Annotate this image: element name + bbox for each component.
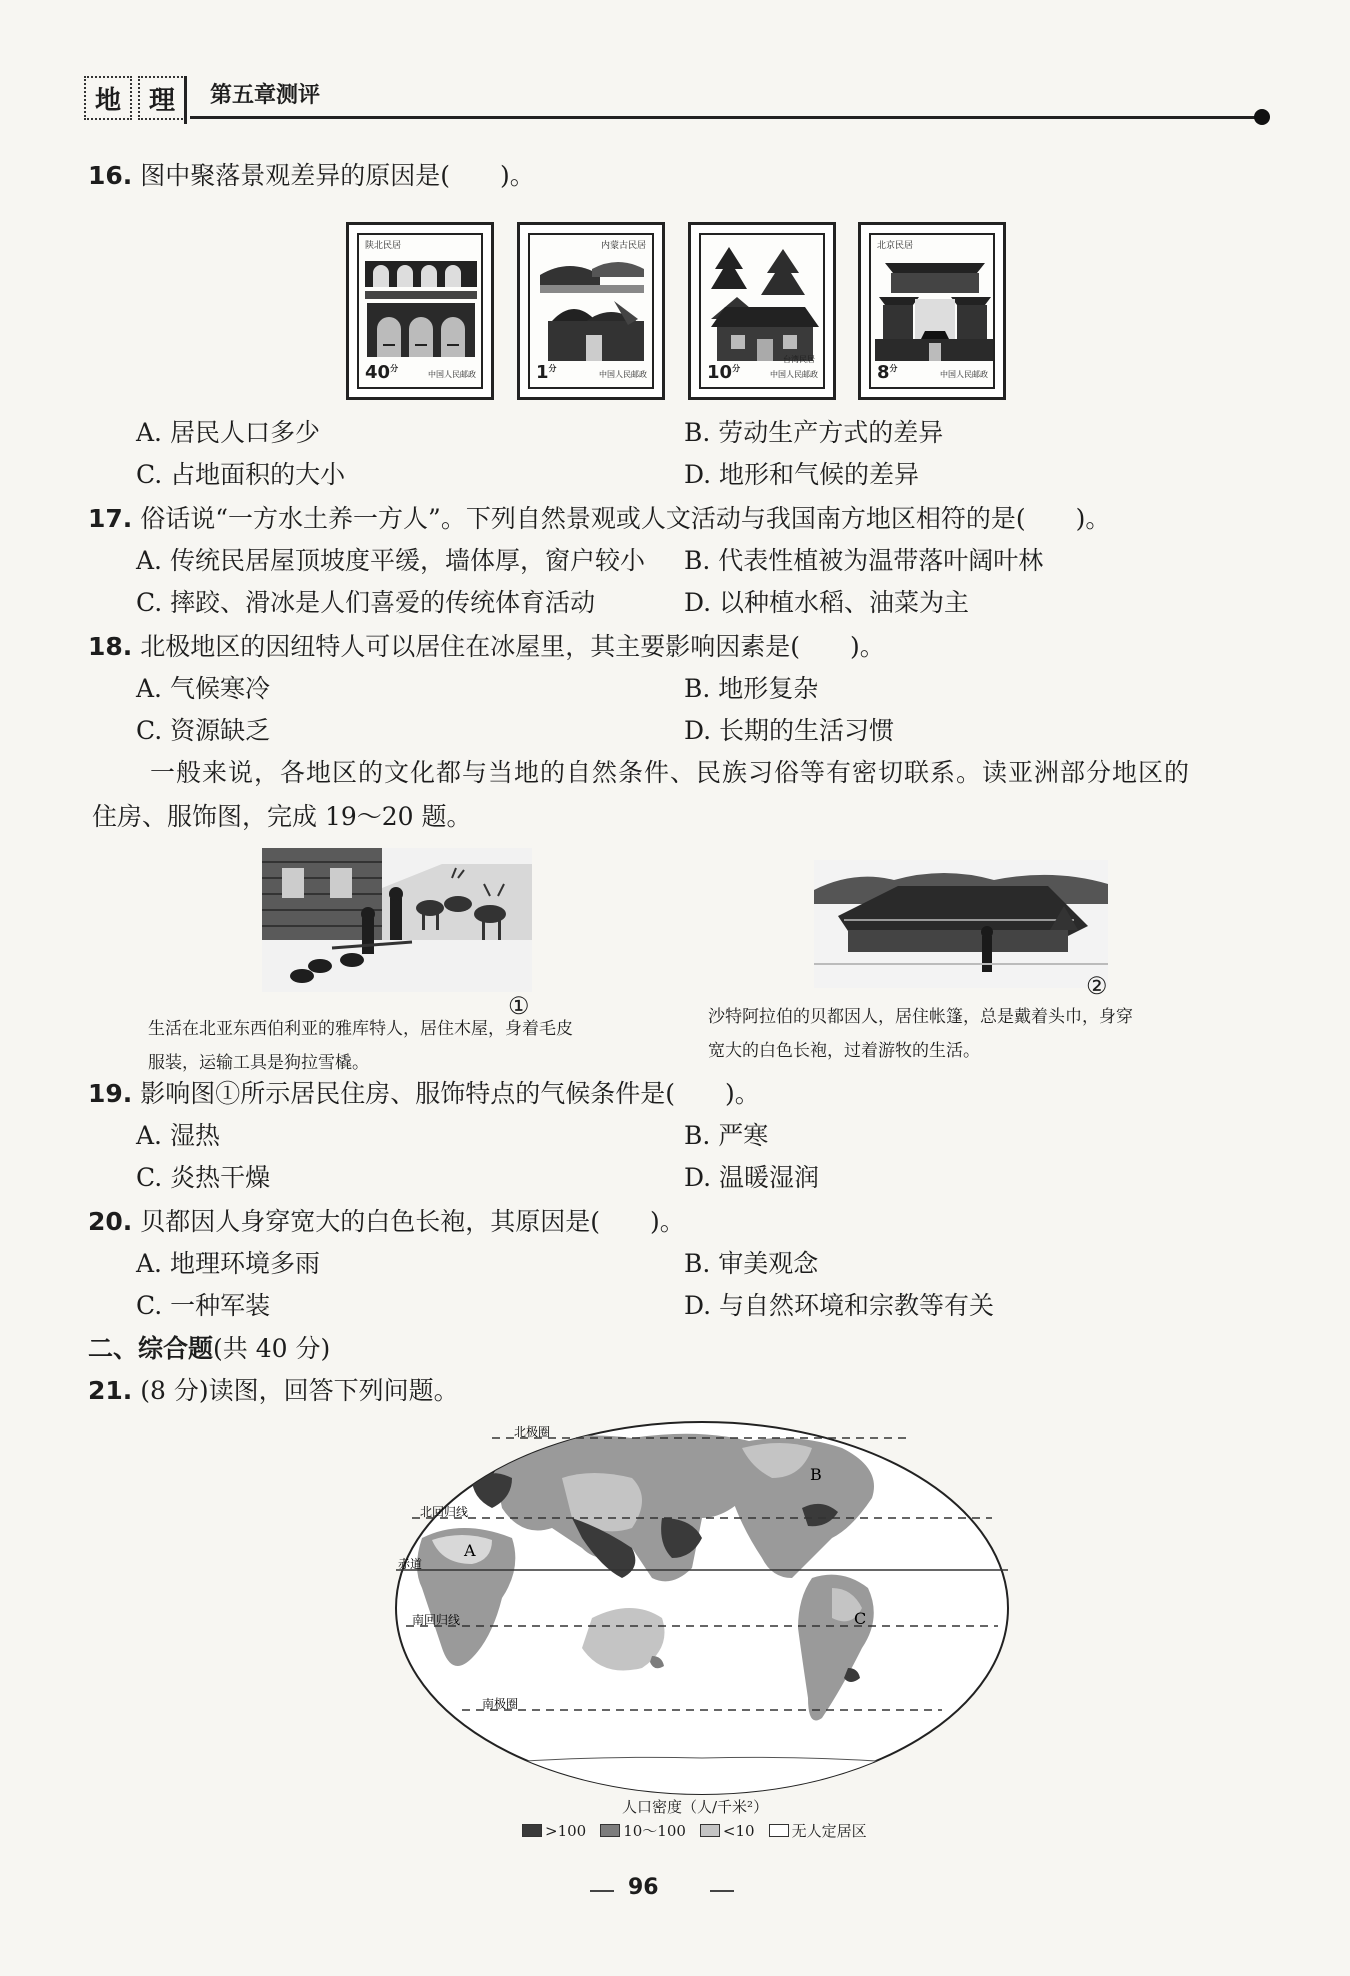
caption-line: 宽大的白色长袍，过着游牧的生活。 (708, 1041, 980, 1061)
stamp-issuer: 中国人民邮政 (599, 370, 647, 379)
question-stem: 贝都因人身穿宽大的白色长袍，其原因是( )。 (140, 1207, 685, 1236)
figure-2-marker: ② (1086, 972, 1108, 1000)
option-17b[interactable]: B. 代表性植被为温带落叶阔叶林 (684, 546, 1044, 575)
option-18b[interactable]: B. 地形复杂 (684, 674, 819, 703)
legend-swatch (522, 1824, 542, 1837)
map-legend (522, 1820, 867, 1841)
stamp-title: 陕北民居 (365, 241, 402, 251)
legend-swatch (769, 1824, 789, 1837)
question-stem: (8 分)读图，回答下列问题。 (140, 1376, 459, 1405)
stamp-issuer: 中国人民邮政 (428, 370, 476, 379)
label-antarctic-circle: 南极圈 (482, 1697, 519, 1711)
stamp-issuer: 中国人民邮政 (770, 370, 818, 379)
stamp-value: $8^分$ (877, 362, 898, 383)
stamp-title: 内蒙古民居 (600, 241, 646, 251)
label-region-c: C (854, 1609, 867, 1628)
question-19 (88, 1078, 760, 1110)
question-18 (88, 631, 885, 663)
label-equator: 赤道 (398, 1557, 423, 1571)
page-number: 96 (628, 1875, 659, 1900)
header-divider (184, 76, 187, 124)
question-number: 17. (88, 504, 133, 533)
photo-siberia-yakut (262, 848, 532, 992)
label-tropic-of-capricorn: 南回归线 (412, 1613, 461, 1627)
label-tropic-of-cancer: 北回归线 (420, 1505, 469, 1519)
question-17 (88, 503, 1110, 535)
header-rule-dot (1254, 109, 1270, 125)
intro-line-1: 一般来说，各地区的文化都与当地的自然条件、民族习俗等有密切联系。读亚洲部分地区的 (150, 758, 1191, 787)
yakut-scene-illustration (262, 848, 532, 992)
option-20a[interactable]: A. 地理环境多雨 (136, 1249, 320, 1278)
bedouin-tent-illustration (814, 860, 1108, 988)
figure-1-caption (148, 1012, 668, 1080)
question-number: 21. (88, 1376, 133, 1405)
question-stem: 俗话说“一方水土养一方人”。下列自然景观或人文活动与我国南方地区相符的是( )。 (140, 504, 1111, 533)
question-20 (88, 1206, 685, 1238)
stamp-subtitle: 台湾民居 (783, 355, 815, 364)
chapter-title: 第五章测评 (210, 83, 321, 108)
caption-line: 沙特阿拉伯的贝都因人，居住帐篷，总是戴着头巾，身穿 (708, 1007, 1133, 1027)
option-19b[interactable]: B. 严寒 (684, 1121, 769, 1150)
option-16d[interactable]: D. 地形和气候的差异 (684, 460, 920, 489)
section-title: 二、综合题 (88, 1334, 214, 1363)
section-note: (共 40 分) (213, 1334, 331, 1363)
option-20b[interactable]: B. 审美观念 (684, 1249, 819, 1278)
caption-line: 服装，运输工具是狗拉雪橇。 (148, 1053, 369, 1073)
legend-item: <10 (700, 1822, 755, 1840)
question-number: 19. (88, 1079, 133, 1108)
page-number-dash (710, 1890, 734, 1892)
question-21 (88, 1375, 459, 1407)
legend-swatch (700, 1824, 720, 1837)
label-region-a: A (464, 1541, 476, 1560)
question-16 (88, 160, 535, 192)
question-stem: 影响图①所示居民住房、服饰特点的气候条件是( )。 (140, 1079, 760, 1108)
question-stem: 图中聚落景观差异的原因是( )。 (140, 161, 535, 190)
question-number: 18. (88, 632, 133, 661)
legend-item: >100 (522, 1822, 586, 1840)
stamp-issuer: 中国人民邮政 (940, 370, 988, 379)
option-17c[interactable]: C. 摔跤、滑冰是人们喜爱的传统体育活动 (136, 588, 596, 617)
stamp-value: $1^分$ (536, 362, 557, 383)
label-region-b: B (810, 1465, 822, 1484)
option-19a[interactable]: A. 湿热 (136, 1121, 220, 1150)
question-number: 20. (88, 1207, 133, 1236)
caption-line: 生活在北亚东西伯利亚的雅库特人，居住木屋，身着毛皮 (148, 1019, 573, 1039)
option-17d[interactable]: D. 以种植水稻、油菜为主 (684, 588, 970, 617)
intro-line-2: 住房、服饰图，完成 19～20 题。 (92, 802, 472, 831)
option-20d[interactable]: D. 与自然环境和宗教等有关 (684, 1291, 995, 1320)
header-rule (190, 116, 1258, 119)
legend-item: 无人定居区 (769, 1820, 867, 1841)
subject-badge (84, 76, 186, 120)
legend-item: 10～100 (600, 1820, 686, 1841)
stamp-shaanbei (346, 222, 494, 400)
legend-title: 人口密度（人/千米²） (622, 1798, 769, 1816)
option-18c[interactable]: C. 资源缺乏 (136, 716, 271, 745)
page-number-dash (590, 1890, 614, 1892)
option-16b[interactable]: B. 劳动生产方式的差异 (684, 418, 944, 447)
figure-1-marker: ① (508, 992, 530, 1020)
subject-char: 地 (84, 76, 132, 120)
subject-char: 理 (138, 76, 186, 120)
stamp-title: 北京民居 (877, 241, 914, 251)
stamp-value: $40^分$ (365, 362, 399, 383)
option-18d[interactable]: D. 长期的生活习惯 (684, 716, 895, 745)
option-19c[interactable]: C. 炎热干燥 (136, 1163, 271, 1192)
option-19d[interactable]: D. 温暖湿润 (684, 1163, 820, 1192)
question-stem: 北极地区的因纽特人可以居住在冰屋里，其主要影响因素是( )。 (140, 632, 885, 661)
option-16a[interactable]: A. 居民人口多少 (136, 418, 320, 447)
stamp-value: $10^分$ (707, 362, 741, 383)
world-population-map (392, 1418, 1012, 1796)
section-2-heading (88, 1333, 330, 1365)
figure-2-caption (708, 1000, 1228, 1068)
option-17a[interactable]: A. 传统民居屋顶坡度平缓，墙体厚，窗户较小 (136, 546, 645, 575)
stamp-neimenggu (517, 222, 665, 400)
photo-bedouin-tent (814, 860, 1108, 988)
stamp-taiwan (688, 222, 836, 400)
question-number: 16. (88, 161, 133, 190)
legend-swatch (600, 1824, 620, 1837)
option-18a[interactable]: A. 气候寒冷 (136, 674, 270, 703)
label-arctic-circle: 北极圈 (514, 1425, 551, 1439)
option-20c[interactable]: C. 一种军装 (136, 1291, 271, 1320)
stamp-beijing (858, 222, 1006, 400)
option-16c[interactable]: C. 占地面积的大小 (136, 460, 346, 489)
